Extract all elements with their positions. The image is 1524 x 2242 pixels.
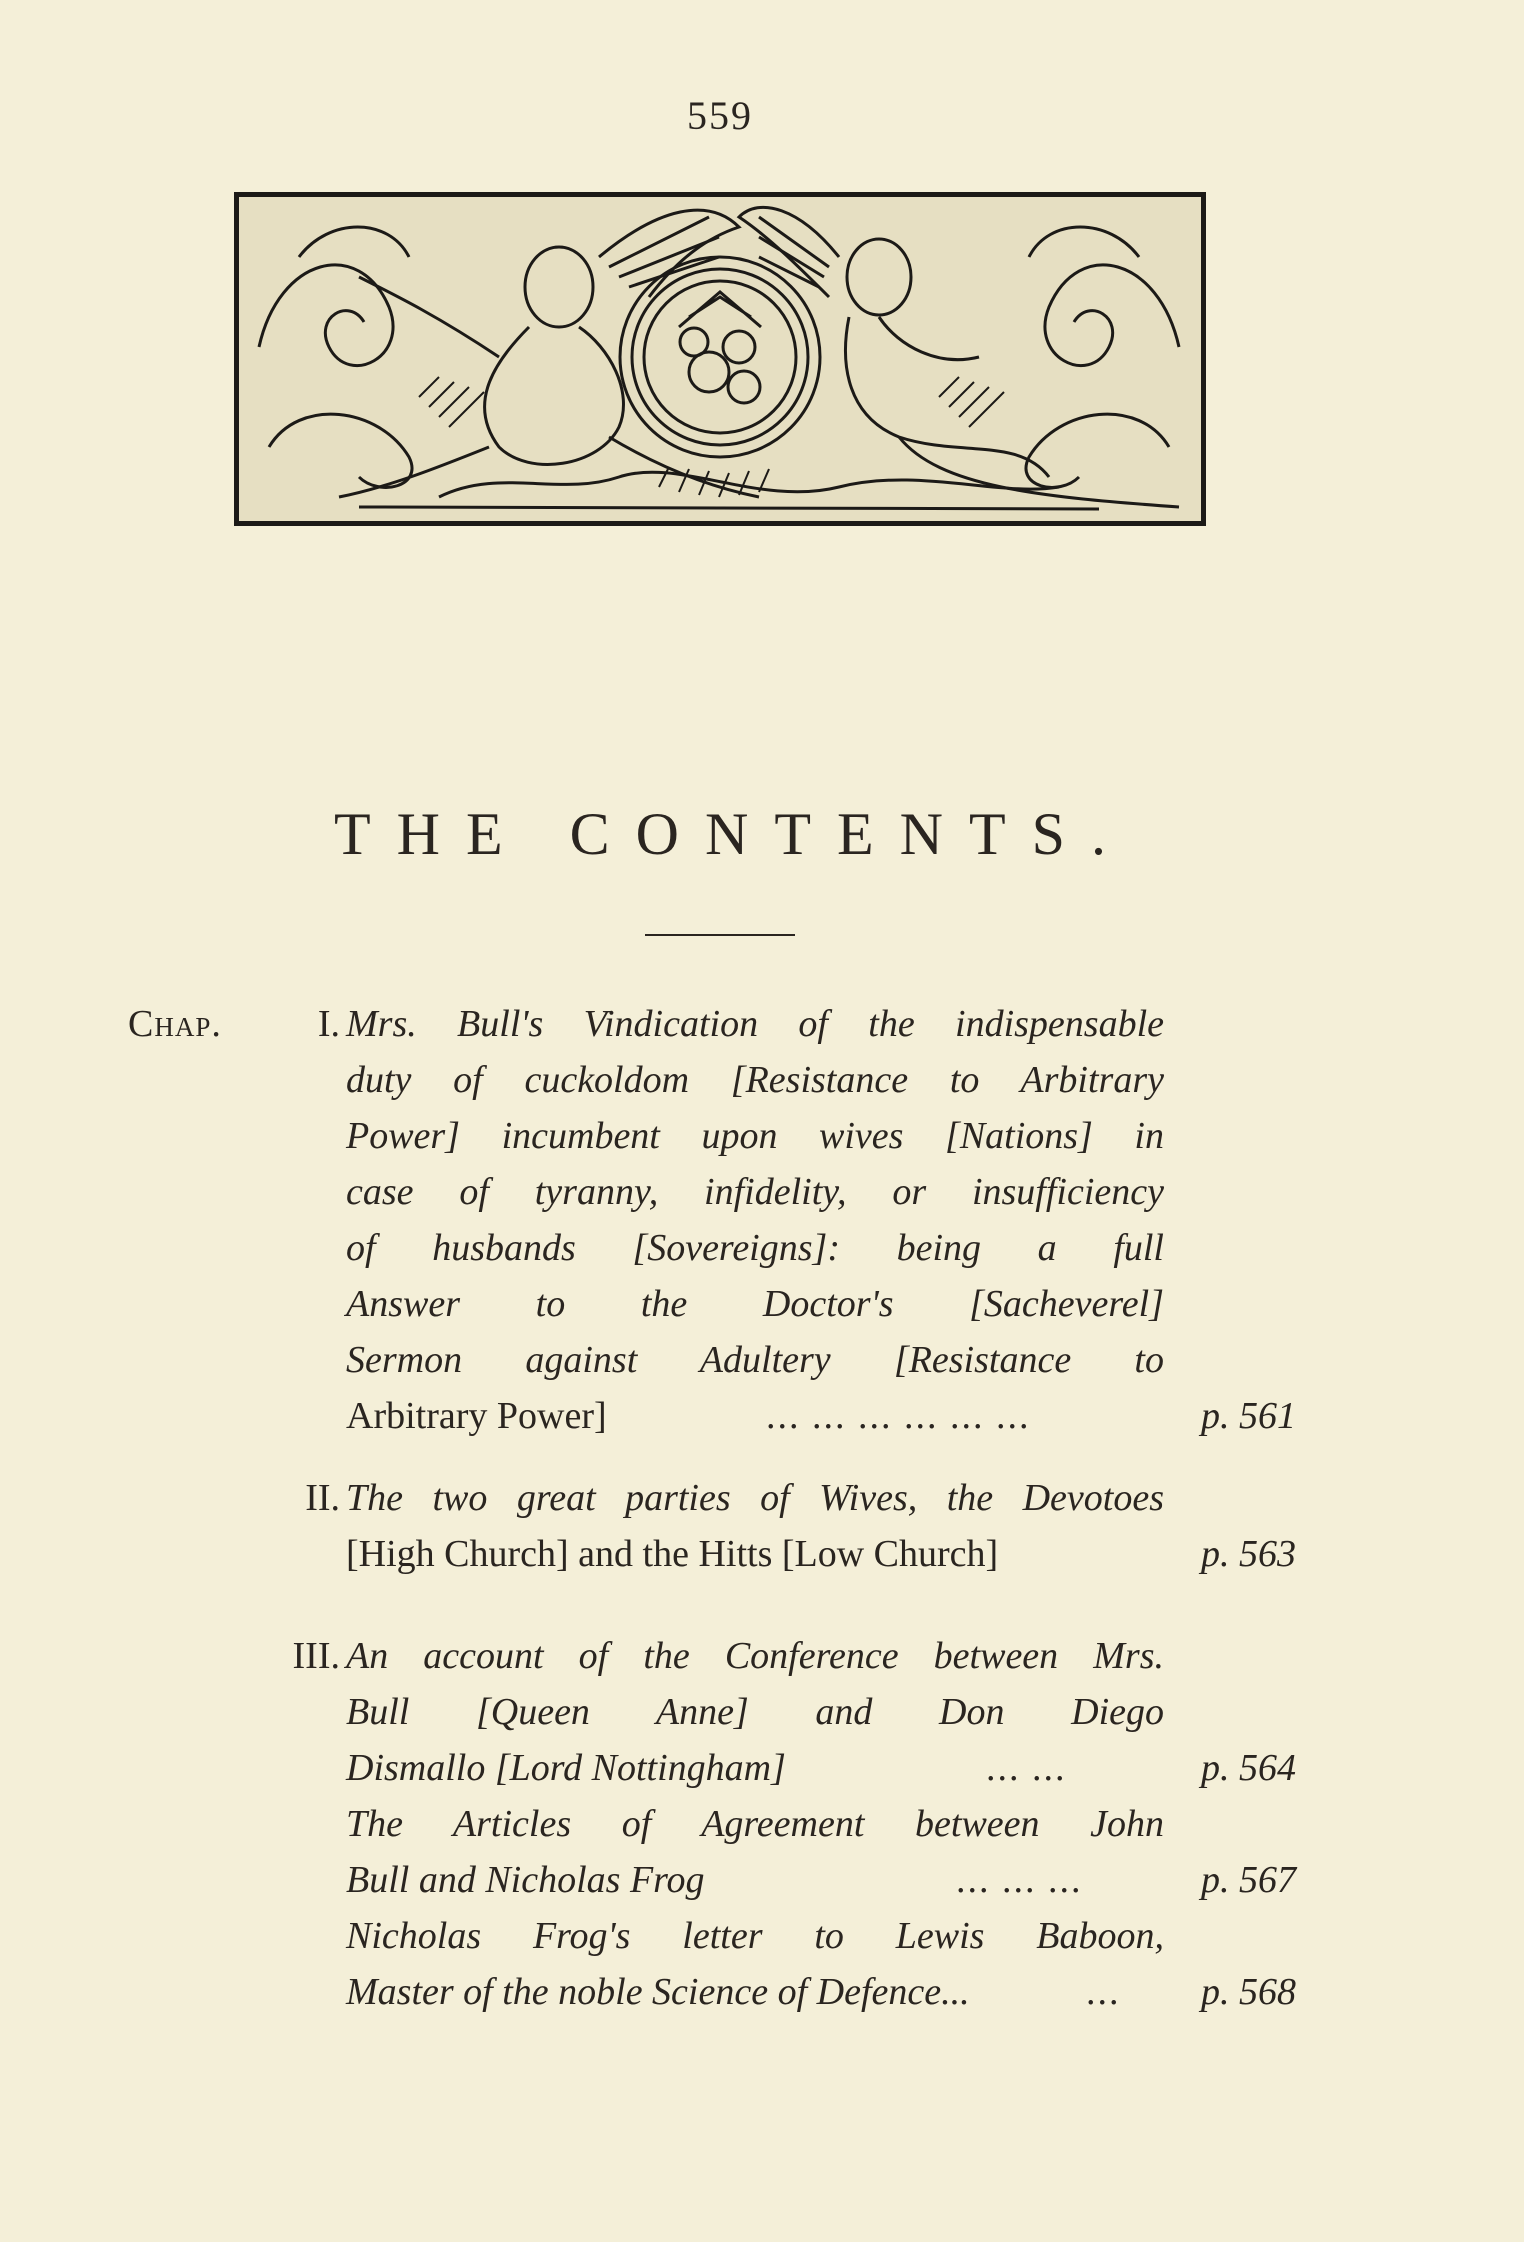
entry-line: The two great parties of Wives, the Devotoes — [346, 1477, 1164, 1519]
chapter-number: III. — [292, 1635, 340, 1677]
page-reference: p. 564 — [1201, 1747, 1296, 1789]
page-reference: p. 568 — [1201, 1971, 1296, 2013]
leader-text: Arbitrary Power] — [346, 1395, 607, 1437]
leader-text: Master of the noble Science of Defence... — [346, 1971, 970, 2013]
entry-line: of husbands [Sovereigns]: being a full — [346, 1227, 1164, 1269]
entry-line: Sermon against Adultery [Resistance to — [346, 1339, 1164, 1381]
contents-title: THE CONTENTS. — [334, 801, 1132, 867]
leader-dots: ... ... ... — [956, 1859, 1083, 1901]
entry-line: Power] incumbent upon wives [Nations] in — [346, 1115, 1164, 1157]
entry-line: Nicholas Frog's letter to Lewis Baboon, — [346, 1915, 1164, 1957]
entry-line: case of tyranny, infidelity, or insufficiency — [346, 1171, 1164, 1213]
chap-label: Chap. — [128, 1003, 222, 1045]
entry-leader-line — [346, 1964, 1296, 2020]
entry-leader-line — [346, 1526, 1296, 1582]
entry-line: An account of the Conference between Mrs. — [346, 1635, 1164, 1677]
chapter-number: II. — [305, 1477, 340, 1519]
page-reference: p. 561 — [1201, 1395, 1296, 1437]
title-rule — [645, 934, 795, 936]
entry-leader-line — [346, 1388, 1296, 1444]
leader-dots: ... ... — [986, 1747, 1067, 1789]
chapter-number: I. — [317, 1003, 340, 1045]
entry-line: The Articles of Agreement between John — [346, 1803, 1164, 1845]
entry-line: Bull [Queen Anne] and Don Diego — [346, 1691, 1164, 1733]
entry-line: duty of cuckoldom [Resistance to Arbitrary — [346, 1059, 1164, 1101]
page-reference: p. 563 — [1201, 1533, 1296, 1575]
leader-text: [High Church] and the Hitts [Low Church] — [346, 1533, 999, 1575]
leader-text: Dismallo [Lord Nottingham] — [346, 1747, 786, 1789]
entry-line: Mrs. Bull's Vindication of the indispensable — [346, 1003, 1164, 1045]
ornamental-headpiece — [234, 192, 1206, 526]
page-reference: p. 567 — [1201, 1859, 1296, 1901]
leader-text: Bull and Nicholas Frog — [346, 1859, 705, 1901]
entry-line: Answer to the Doctor's [Sacheverel] — [346, 1283, 1164, 1325]
page-number: 559 — [687, 93, 753, 138]
entry-leader-line — [346, 1852, 1296, 1908]
leader-dots: ... — [1086, 1971, 1121, 2013]
entry-leader-line — [346, 1740, 1296, 1796]
engraved-cherubs-ornament — [239, 197, 1201, 521]
leader-dots: ... ... ... ... ... ... — [766, 1395, 1031, 1437]
